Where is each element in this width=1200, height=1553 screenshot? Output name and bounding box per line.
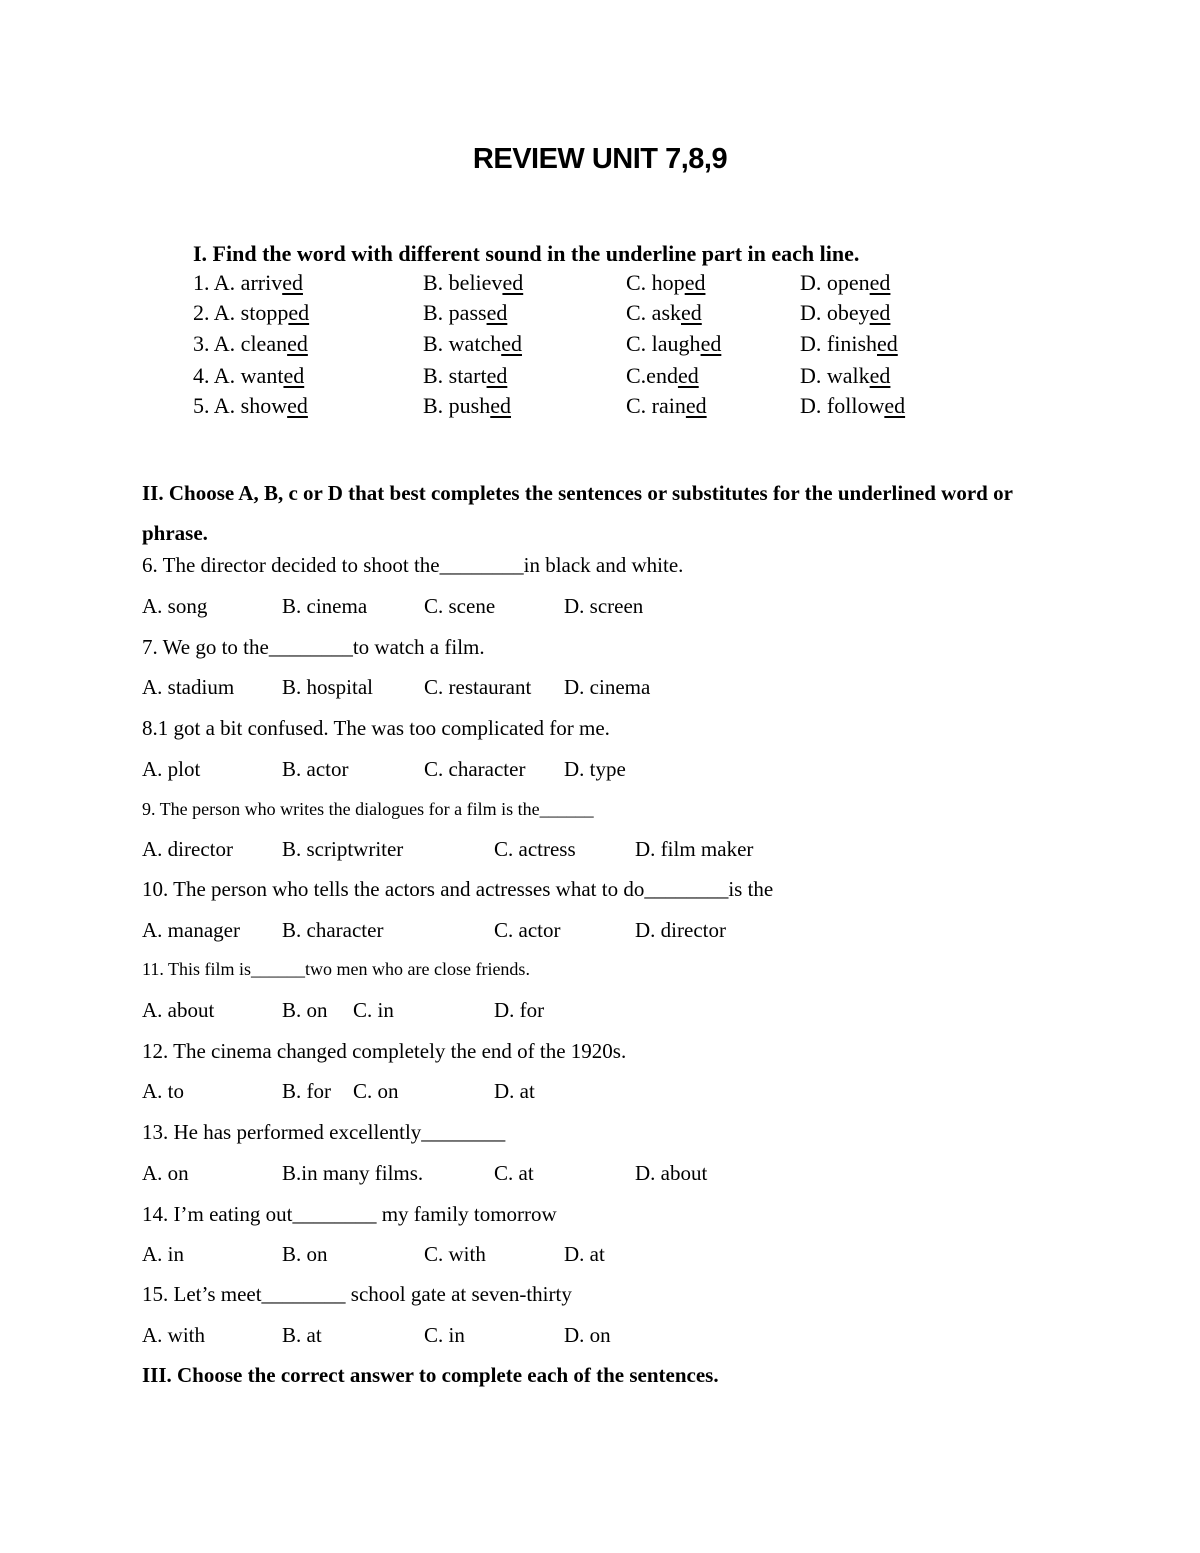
answer-option: B.in many films. xyxy=(282,1161,424,1185)
question-text: 9. The person who writes the dialogues for a film is the______ xyxy=(142,799,594,819)
underlined-part: ed xyxy=(681,300,702,325)
option-text: B. believ xyxy=(423,270,503,295)
answer-option xyxy=(193,393,308,419)
answer-option xyxy=(800,300,890,326)
answer-option xyxy=(193,363,304,389)
answer-option xyxy=(626,331,721,357)
question-options xyxy=(142,837,1042,867)
answer-option: D. about xyxy=(635,1161,708,1185)
option-text: C. ask xyxy=(626,300,681,325)
answer-option: D. director xyxy=(635,918,726,942)
section-1-heading: I. Find the word with different sound in the underline part in each line. xyxy=(193,241,860,266)
answer-option: A. with xyxy=(142,1323,205,1347)
answer-option xyxy=(193,300,309,326)
question-options xyxy=(142,1161,1042,1191)
question-text: 13. He has performed excellently________ xyxy=(142,1120,506,1144)
question-text: 12. The cinema changed completely the end of the 1920s. xyxy=(142,1039,627,1063)
answer-option: C. restaurant xyxy=(424,675,532,699)
section-3-heading: III. Choose the correct answer to complete each of the sentences. xyxy=(142,1363,719,1387)
option-text: 1. A. arriv xyxy=(193,270,283,295)
answer-option xyxy=(800,331,898,357)
underlined-part: ed xyxy=(283,363,305,388)
answer-option xyxy=(193,270,303,296)
answer-option: C. actress xyxy=(494,837,576,861)
answer-option: C. actor xyxy=(494,918,561,942)
underlined-part: ed xyxy=(486,300,508,325)
sound-question-row xyxy=(193,270,993,298)
answer-option: A. plot xyxy=(142,757,201,781)
option-text: D. obey xyxy=(800,300,870,325)
answer-option: D. on xyxy=(564,1323,611,1347)
answer-option xyxy=(423,270,523,296)
answer-option: D. at xyxy=(494,1079,535,1103)
answer-option: D. type xyxy=(564,757,626,781)
answer-option xyxy=(800,363,890,389)
underlined-part: ed xyxy=(282,270,303,295)
answer-option: A. to xyxy=(142,1079,184,1103)
answer-option: A. on xyxy=(142,1161,189,1185)
question-options xyxy=(142,757,1042,787)
answer-option xyxy=(626,393,707,419)
answer-option: B. at xyxy=(282,1323,322,1347)
option-text: C. rain xyxy=(626,393,686,418)
option-text: 4. A. want xyxy=(193,363,284,388)
answer-option: B. character xyxy=(282,918,384,942)
question-text: 7. We go to the________to watch a film. xyxy=(142,635,485,659)
question-options xyxy=(142,594,1042,624)
underlined-part: ed xyxy=(502,270,524,295)
answer-option: B. on xyxy=(282,998,328,1022)
option-text: D. walk xyxy=(800,363,870,388)
question-options xyxy=(142,998,1042,1028)
answer-option: B. hospital xyxy=(282,675,374,699)
page-title: REVIEW UNIT 7,8,9 xyxy=(472,143,728,175)
underlined-part: ed xyxy=(684,270,706,295)
sound-question-row xyxy=(193,393,993,421)
option-text: D. open xyxy=(800,270,870,295)
answer-option: A. manager xyxy=(142,918,240,942)
answer-option xyxy=(626,270,705,296)
answer-option xyxy=(423,363,507,389)
answer-option xyxy=(626,300,702,326)
option-text: C. hop xyxy=(626,270,685,295)
answer-option: D. cinema xyxy=(564,675,651,699)
underlined-part: ed xyxy=(877,331,898,356)
option-text: 2. A. stopp xyxy=(193,300,289,325)
underlined-part: ed xyxy=(677,363,699,388)
question-text: 10. The person who tells the actors and actresses what to do________is the xyxy=(142,877,774,901)
answer-option: C. with xyxy=(424,1242,486,1266)
sound-question-row xyxy=(193,300,993,328)
option-text: 5. A. show xyxy=(193,393,288,418)
answer-option: C. in xyxy=(424,1323,465,1347)
option-text: B. pass xyxy=(423,300,487,325)
question-text: 6. The director decided to shoot the________in black and white. xyxy=(142,553,684,577)
answer-option: D. film maker xyxy=(635,837,754,861)
underlined-part: ed xyxy=(501,331,522,356)
answer-option: D. screen xyxy=(564,594,644,618)
answer-option xyxy=(423,331,522,357)
answer-option: A. song xyxy=(142,594,208,618)
section-2-heading: II. Choose A, B, c or D that best completes the sentences or substitutes for the underlined word or phrase. xyxy=(142,481,1013,545)
answer-option: C. on xyxy=(353,1079,399,1103)
answer-option: A. director xyxy=(142,837,233,861)
answer-option: B. scriptwriter xyxy=(282,837,404,861)
option-text: B. push xyxy=(423,393,491,418)
answer-option xyxy=(423,393,511,419)
answer-option: B. on xyxy=(282,1242,328,1266)
question-options xyxy=(142,918,1042,948)
answer-option: A. stadium xyxy=(142,675,235,699)
underlined-part: ed xyxy=(685,393,707,418)
sound-question-row xyxy=(193,331,993,359)
underlined-part: ed xyxy=(287,393,308,418)
answer-option: C. at xyxy=(494,1161,534,1185)
underlined-part: ed xyxy=(287,331,308,356)
underlined-part: ed xyxy=(490,393,512,418)
option-text: 3. A. clean xyxy=(193,331,288,356)
option-text: C. laugh xyxy=(626,331,701,356)
answer-option xyxy=(423,300,507,326)
underlined-part: ed xyxy=(700,331,722,356)
question-text: 14. I’m eating out________ my family tomorrow xyxy=(142,1202,557,1226)
option-text: D. finish xyxy=(800,331,877,356)
question-options xyxy=(142,1323,1042,1353)
option-text: B. watch xyxy=(423,331,502,356)
answer-option: C. scene xyxy=(424,594,496,618)
option-text: B. start xyxy=(423,363,487,388)
question-options xyxy=(142,1079,1042,1109)
underlined-part: ed xyxy=(288,300,310,325)
answer-option: B. cinema xyxy=(282,594,368,618)
question-text: 11. This film is______two men who are close friends. xyxy=(142,959,530,979)
answer-option: C. in xyxy=(353,998,394,1022)
answer-option xyxy=(800,270,890,296)
sound-question-row xyxy=(193,363,993,391)
question-options xyxy=(142,675,1042,705)
underlined-part: ed xyxy=(486,363,508,388)
question-text: 8.1 got a bit confused. The was too complicated for me. xyxy=(142,716,610,740)
answer-option: D. for xyxy=(494,998,545,1022)
answer-option xyxy=(193,331,308,357)
answer-option: B. for xyxy=(282,1079,331,1103)
underlined-part: ed xyxy=(884,393,906,418)
underlined-part: ed xyxy=(869,270,891,295)
underlined-part: ed xyxy=(869,300,891,325)
option-text: C.end xyxy=(626,363,678,388)
answer-option: C. character xyxy=(424,757,526,781)
option-text: D. follow xyxy=(800,393,885,418)
answer-option: D. at xyxy=(564,1242,605,1266)
underlined-part: ed xyxy=(869,363,891,388)
answer-option: A. about xyxy=(142,998,215,1022)
answer-option xyxy=(626,363,699,389)
answer-option xyxy=(800,393,905,419)
question-text: 15. Let’s meet________ school gate at seven-thirty xyxy=(142,1282,572,1306)
answer-option: B. actor xyxy=(282,757,349,781)
answer-option: A. in xyxy=(142,1242,184,1266)
question-options xyxy=(142,1242,1042,1272)
